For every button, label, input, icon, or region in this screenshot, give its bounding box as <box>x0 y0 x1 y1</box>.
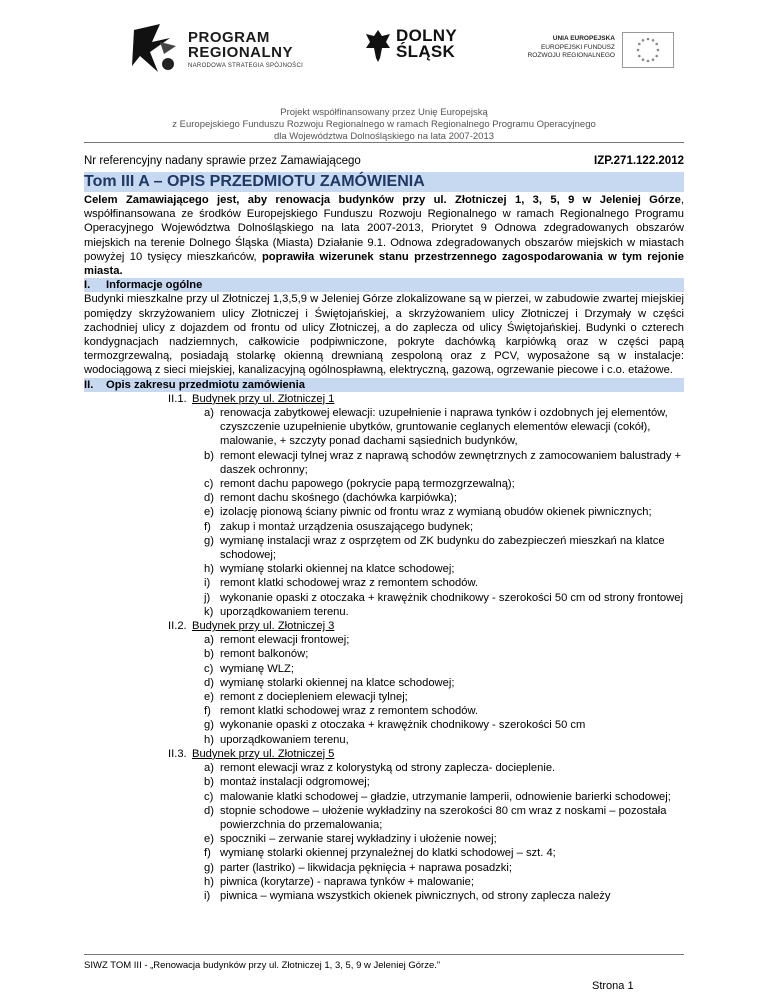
list-letter: g) <box>204 719 214 732</box>
subsection-heading <box>168 392 684 406</box>
program-line1: PROGRAM <box>188 29 270 46</box>
project-header <box>0 107 768 143</box>
page-footer <box>84 960 684 992</box>
list-letter: g) <box>204 861 214 874</box>
list-item <box>84 477 684 491</box>
program-regionalny-emblem-icon <box>130 22 184 78</box>
document-body <box>84 193 684 903</box>
project-line3: dla Województwa Dolnośląskiego na lata 2007-2013 <box>273 131 495 142</box>
ue-line3: ROZWOJU REGIONALNEGO <box>527 52 615 59</box>
page-number: Strona 1 <box>592 980 634 992</box>
document-title: Tom III A – OPIS PRZEDMIOTU ZAMÓWIENIA <box>84 173 425 190</box>
list-item <box>84 775 684 789</box>
subsection-heading <box>168 747 684 761</box>
reference-code: IZP.271.122.2012 <box>594 155 684 167</box>
list-letter: c) <box>204 662 214 675</box>
list-letter: g) <box>204 534 214 547</box>
footer-text: SIWZ TOM III - „Renowacja budynków przy ul. Złotniczej 1, 3, 5, 9 w Jeleniej Górze.” <box>84 960 441 971</box>
dolny-slask-logo <box>364 28 484 76</box>
list-item <box>84 662 684 676</box>
list-item <box>84 605 684 619</box>
list-letter: d) <box>204 492 214 505</box>
list-letter: h) <box>204 733 214 746</box>
list-item <box>84 861 684 875</box>
list-item <box>84 633 684 647</box>
subsection-title: Budynek przy ul. Złotniczej 1 <box>192 392 335 405</box>
list-letter: f) <box>204 520 211 533</box>
list-text: remont elewacji wraz z kolorystyką od strony zaplecza- docieplenie. <box>220 762 556 775</box>
list-item <box>84 790 684 804</box>
list-item <box>84 690 684 704</box>
list-text: piwnica – wymiana wszystkich okienek piwnicznych, od strony zaplecza należy <box>220 889 611 902</box>
intro-bold-tail: poprawiła wizerunek stanu przestrzennego zagospodarowania w tym rejonie miasta. <box>84 250 684 278</box>
subsection-list <box>84 406 684 619</box>
ue-line2: EUROPEJSKI FUNDUSZ <box>540 43 615 51</box>
list-letter: c) <box>204 790 214 803</box>
list-text: stopnie schodowe – ułożenie wykładziny na szerokości 80 cm wraz z noskami – pozostała powierzchnia do przemalowania; <box>220 804 667 831</box>
list-letter: b) <box>204 776 214 789</box>
list-item <box>84 534 684 562</box>
list-letter: k) <box>204 605 214 618</box>
list-text: wykonanie opaski z otoczaka + krawężnik chodnikowy - szerokości 50 cm <box>220 719 586 732</box>
list-text: remont elewacji tylnej wraz z naprawą schodów zewnętrznych z zamocowaniem balustrady + daszek ochronny; <box>220 449 682 476</box>
list-item <box>84 832 684 846</box>
header-divider <box>84 142 684 143</box>
eagle-crest-icon <box>364 28 392 64</box>
list-item <box>84 406 684 449</box>
subsection-title: Budynek przy ul. Złotniczej 3 <box>192 620 335 633</box>
subsection-number: II.1. <box>168 392 187 405</box>
list-letter: c) <box>204 478 214 491</box>
reference-label: Nr referencyjny nadany sprawie przez Zamawiającego <box>84 155 361 167</box>
ds-line2: ŚLĄSK <box>396 42 456 61</box>
list-letter: f) <box>204 847 211 860</box>
list-item <box>84 804 684 832</box>
list-text: renowacja zabytkowej elewacji: uzupełnienie i naprawa tynków i ozdobnych jej elementów, czyszczenie uzupełnienie ubytków, gruntowanie ceglanych elementów elewacji (cokół), malowanie, + szczyty ponad dachami sąsiednich budynków, <box>220 407 668 448</box>
list-text: remont balkonów; <box>220 648 309 661</box>
document-title-bar <box>84 172 684 192</box>
list-text: izolację pionową ściany piwnic od frontu wraz z wymianą obudów okienek piwnicznych; <box>220 506 652 519</box>
list-text: uporządkowaniem terenu, <box>220 733 349 746</box>
section-number: I. <box>84 279 91 292</box>
project-line2: z Europejskiego Funduszu Rozwoju Regionalnego w ramach Regionalnego Programu Operacyjnego <box>172 119 596 130</box>
list-letter: d) <box>204 676 214 689</box>
list-item <box>84 676 684 690</box>
list-item <box>84 520 684 534</box>
list-letter: i) <box>204 889 211 902</box>
list-text: zakup i montaż urządzenia osuszającego budynek; <box>220 520 474 533</box>
list-item <box>84 718 684 732</box>
list-text: remont dachu skośnego (dachówka karpiówka); <box>220 492 457 505</box>
subsection-number: II.2. <box>168 620 187 633</box>
section1-paragraph: Budynki mieszkalne przy ul Złotniczej 1,3,5,9 w Jeleniej Górze zlokalizowane są w pierzei, w zabudowie zwartej miejskiej pomiędzy skrzyżowaniem ulicy Złotniczej i Świętojańskiej, a skrzyżowaniem ulicy Złotniczej i Drzymały w części zachodniej ulicy z dojazdem od frontu od ulicy Złotniczej, a do zaplecza od ulicy Świętojańskiej. Budynki o czterech kondygnacjach nadziemnych, całkowicie podpiwniczone, pokryte dachówką karpiówką oraz w części papą termozgrzewalną, posiadają stolarkę okienną drewnianą zespoloną oraz z PCV, wyposażone są w instalacje: wodociągową z sieci miejskiej, kanalizacyjną ogólnospławną, elektryczną, gazową, ogrzewanie piecowe i c.o. etażowe. <box>84 293 684 377</box>
list-item <box>84 761 684 775</box>
list-item <box>84 449 684 477</box>
list-item <box>84 562 684 576</box>
eu-flag-icon <box>622 32 674 68</box>
list-letter: i) <box>204 577 211 590</box>
list-text: wymianę stolarki okiennej przynależnej do klatki schodowej – szt. 4; <box>220 847 556 860</box>
list-letter: a) <box>204 407 214 420</box>
list-text: wykonanie opaski z otoczaka + krawężnik chodnikowy - szerokości 50 cm od strony frontowej <box>220 591 683 604</box>
program-regionalny-logo <box>130 22 340 82</box>
list-text: remont elewacji frontowej; <box>220 634 350 647</box>
list-item <box>84 591 684 605</box>
list-letter: d) <box>204 804 214 817</box>
subsection-title: Budynek przy ul. Złotniczej 5 <box>192 747 335 760</box>
list-text: wymianę instalacji wraz z osprzętem od ZK budynku do zabezpieczeń mieszkań na klatce schodowej; <box>220 534 665 562</box>
list-text: spoczniki – zerwanie starej wykładziny i ułożenie nowej; <box>220 833 497 846</box>
intro-paragraph <box>84 193 684 278</box>
list-letter: h) <box>204 563 214 576</box>
eu-logo <box>510 32 670 76</box>
list-letter: h) <box>204 875 214 888</box>
subsection-list <box>84 633 684 747</box>
list-letter: b) <box>204 449 214 462</box>
list-text: parter (lastriko) – likwidacja pęknięcia + naprawa posadzki; <box>220 861 512 874</box>
list-text: wymianę stolarki okiennej na klatce schodowej; <box>220 676 455 689</box>
list-letter: e) <box>204 833 214 846</box>
program-tagline: NARODOWA STRATEGIA SPÓJNOŚCI <box>188 63 304 69</box>
list-letter: j) <box>204 591 211 604</box>
project-line1: Projekt współfinansowany przez Unię Europejską <box>280 107 488 118</box>
list-item <box>84 846 684 860</box>
list-letter: e) <box>204 691 214 704</box>
list-item <box>84 491 684 505</box>
subsection-list <box>84 761 684 903</box>
list-text: piwnica (korytarze) - naprawa tynków + malowanie; <box>220 875 474 888</box>
subsection-heading <box>168 619 684 633</box>
list-text: remont z dociepleniem elewacji tylnej; <box>220 691 408 704</box>
list-text: remont klatki schodowej wraz z remontem schodów. <box>220 705 479 718</box>
list-item <box>84 889 684 903</box>
subsection-number: II.3. <box>168 747 187 760</box>
list-item <box>84 505 684 519</box>
ue-line1: UNIA EUROPEJSKA <box>552 35 615 42</box>
program-line2: REGIONALNY <box>188 44 294 61</box>
section-number: II. <box>84 378 94 391</box>
section-title: Opis zakresu przedmiotu zamówienia <box>106 378 305 391</box>
intro-text: , współfinansowana ze środków Europejskiego Funduszu Rozwoju Regionalnego w ramach Regionalnego Programu Operacyjnego Województwa Dolnośląskiego na lata 2007-2013, Priorytet 9 Odnowa zdegradowanych obszarów miejskich na terenie Dolnego Śląska (Miasta) Działanie 9.1. Odnowa zdegradowanych obszarów miejskich w miastach powyżej 10 tysięcy mieszkańców, <box>84 194 684 263</box>
intro-bold-lead: Celem Zamawiającego jest, aby renowacja budynków przy ul. Złotniczej 1, 3, 5, 9 w Jeleniej Górze <box>84 194 681 206</box>
list-text: remont klatki schodowej wraz z remontem schodów. <box>220 577 479 590</box>
footer-divider <box>84 954 684 955</box>
list-text: montaż instalacji odgromowej; <box>220 776 370 789</box>
list-letter: e) <box>204 506 214 519</box>
list-text: wymianę stolarki okiennej na klatce schodowej; <box>220 563 455 576</box>
list-text: wymianę WLZ; <box>220 662 294 675</box>
section-title: Informacje ogólne <box>106 279 203 292</box>
list-text: remont dachu papowego (pokrycie papą termozgrzewalną); <box>220 478 515 491</box>
ds-line1: DOLNY <box>396 26 457 45</box>
section-heading-1 <box>84 278 684 292</box>
list-letter: a) <box>204 634 214 647</box>
list-item <box>84 733 684 747</box>
list-text: malowanie klatki schodowej – gładzie, utrzymanie lamperii, odnowienie barierki schodowej; <box>220 790 671 803</box>
reference-row <box>84 155 684 167</box>
list-item <box>84 576 684 590</box>
logos-banner <box>110 18 670 88</box>
list-item <box>84 647 684 661</box>
list-letter: b) <box>204 648 214 661</box>
list-letter: a) <box>204 762 214 775</box>
list-letter: f) <box>204 705 211 718</box>
list-item <box>84 704 684 718</box>
list-text: uporządkowaniem terenu. <box>220 605 349 618</box>
list-item <box>84 875 684 889</box>
section-heading-2 <box>84 378 684 392</box>
